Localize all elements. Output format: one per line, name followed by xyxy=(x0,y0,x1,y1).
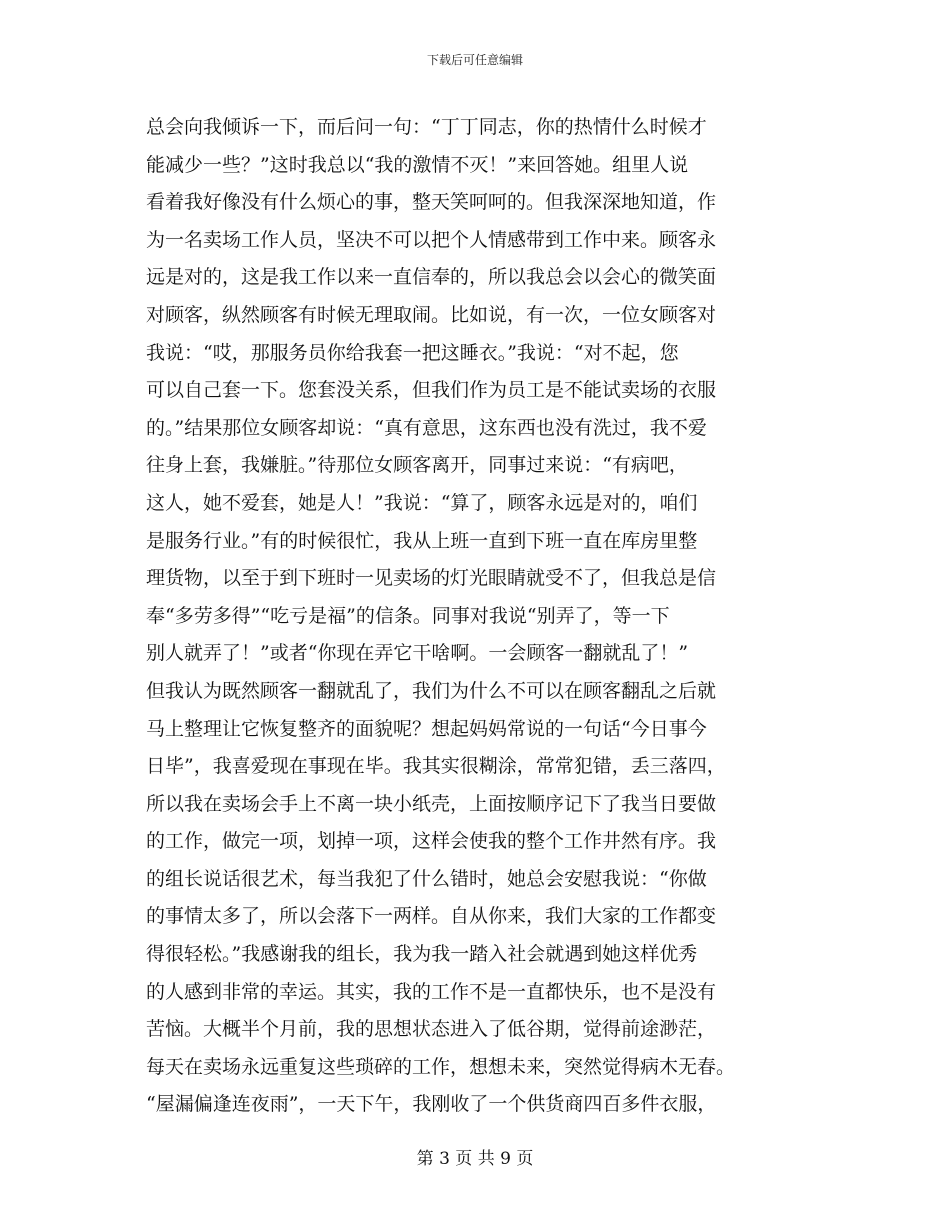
body-line: 对顾客，纵然顾客有时候无理取闹。比如说，有一次，一位女顾客对 xyxy=(146,303,717,326)
body-line: 的工作，做完一项，划掉一项，这样会使我的整个工作井然有序。我 xyxy=(146,830,717,853)
body-line: 为一名卖场工作人员，坚决不可以把个人情感带到工作中来。顾客永 xyxy=(146,228,717,251)
document-body xyxy=(146,109,811,1124)
body-line: 理货物，以至于到下班时一见卖场的灯光眼睛就受不了，但我总是信 xyxy=(146,567,717,590)
body-line: 总会向我倾诉一下，而后问一句：“丁丁同志，你的热情什么时候才 xyxy=(146,116,707,138)
body-line: 是服务行业。”有的时候很忙，我从上班一直到下班一直在库房里整 xyxy=(146,529,698,552)
body-line: 能减少一些？”这时我总以“我的激情不灭！”来回答她。组里人说 xyxy=(146,153,689,176)
body-line: 得很轻松。”我感谢我的组长，我为我一踏入社会就遇到她这样优秀 xyxy=(146,943,698,966)
body-line: 这人，她不爱套，她是人！”我说：“算了，顾客永远是对的，咱们 xyxy=(146,491,698,514)
body-line: 的人感到非常的幸运。其实，我的工作不是一直都快乐，也不是没有 xyxy=(146,980,717,1003)
body-line: 别人就弄了！”或者“你现在弄它干啥啊。一会顾客一翻就乱了！” xyxy=(146,642,689,665)
body-line: 马上整理让它恢复整齐的面貌呢？想起妈妈常说的一句话“今日事今 xyxy=(146,717,707,740)
body-line: 的组长说话很艺术，每当我犯了什么错时，她总会安慰我说：“你做 xyxy=(146,867,707,890)
body-line: 的。”结果那位女顾客却说：“真有意思，这东西也没有洗过，我不爱 xyxy=(146,416,707,439)
body-line: 我说：“哎，那服务员你给我套一把这睡衣。”我说：“对不起，您 xyxy=(146,341,679,364)
body-line: 但我认为既然顾客一翻就乱了，我们为什么不可以在顾客翻乱之后就 xyxy=(146,679,717,702)
page-number: 第 3 页 共 9 页 xyxy=(416,1149,534,1169)
body-line: 每天在卖场永远重复这些琐碎的工作，想想未来，突然觉得病木无春。 xyxy=(146,1055,736,1078)
body-line: 奉“多劳多得”“吃亏是福”的信条。同事对我说“别弄了，等一下 xyxy=(146,604,670,627)
body-line: “屋漏偏逢连夜雨”，一天下午，我刚收了一个供货商四百多件衣服， xyxy=(146,1093,717,1116)
body-line: 的事情太多了，所以会落下一两样。自从你来，我们大家的工作都变 xyxy=(146,905,717,928)
page-header-note: 下载后可任意编辑 xyxy=(426,53,523,67)
body-line: 可以自己套一下。您套没关系，但我们作为员工是不能试卖场的衣服 xyxy=(146,379,717,402)
body-line: 往身上套，我嫌脏。”待那位女顾客离开，同事过来说：“有病吧， xyxy=(146,454,688,477)
body-line: 远是对的，这是我工作以来一直信奉的，所以我总会以会心的微笑面 xyxy=(146,266,717,289)
body-line: 看着我好像没有什么烦心的事，整天笑呵呵的。但我深深地知道，作 xyxy=(146,191,717,214)
body-line: 苦恼。大概半个月前，我的思想状态进入了低谷期，觉得前途渺茫， xyxy=(146,1018,717,1041)
body-line: 日毕”，我喜爱现在事现在毕。我其实很糊涂，常常犯错，丢三落四， xyxy=(146,755,726,778)
body-line: 所以我在卖场会手上不离一块小纸壳，上面按顺序记下了我当日要做 xyxy=(146,792,717,815)
